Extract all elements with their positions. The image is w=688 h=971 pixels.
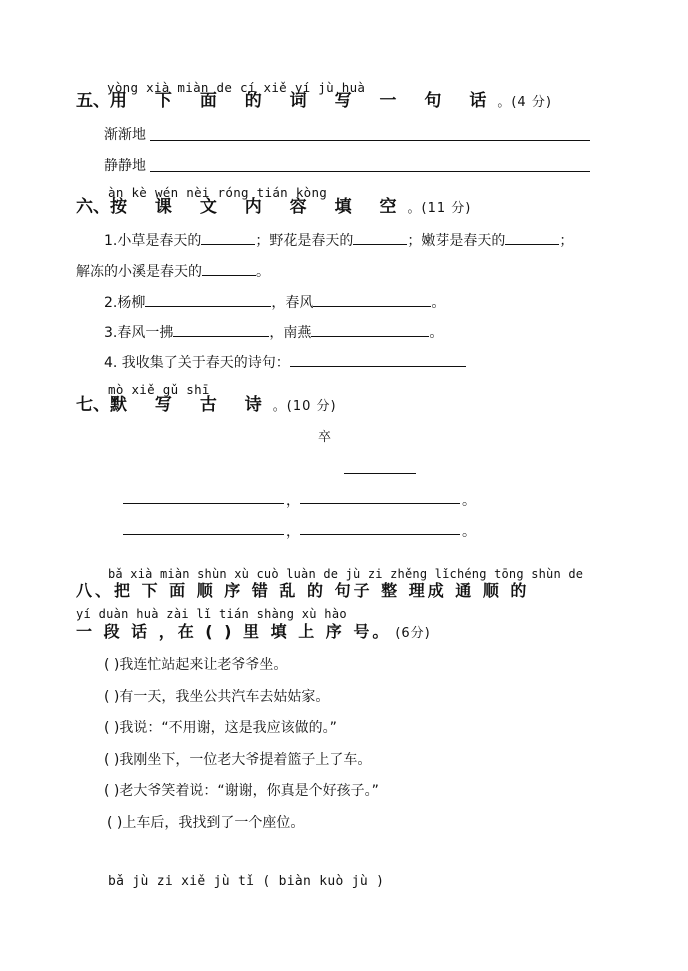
section6-number: 六、	[76, 197, 110, 217]
section6-title: 按 课 文 内 容 填 空	[110, 197, 408, 217]
section6-heading	[76, 192, 471, 217]
poem-line-2a[interactable]	[123, 534, 284, 535]
q3-text-a: 3.春风一拂	[104, 325, 174, 341]
q2-blank-2[interactable]	[313, 292, 431, 307]
word-label-2: 静静地	[104, 158, 146, 174]
q3-blank-2[interactable]	[311, 322, 429, 337]
answer-line-2[interactable]	[150, 171, 590, 172]
word-label-1: 渐渐地	[104, 127, 146, 143]
q1-blank-1[interactable]	[201, 230, 255, 245]
q3-text-b: ，南燕	[269, 325, 312, 341]
q1-blank-2[interactable]	[353, 230, 407, 245]
q1-text-e: 解冻的小溪是春天的	[76, 264, 202, 280]
order-item-3[interactable]: ( )我说：“不用谢，这是我应该做的。”	[104, 720, 337, 736]
poem-period-1: 。	[462, 493, 476, 509]
section7-heading	[76, 390, 337, 415]
q2-blank-1[interactable]	[145, 292, 271, 307]
section6-score: 。(11 分)	[407, 201, 472, 216]
q3-text-c: 。	[429, 325, 444, 341]
q2-text-c: 。	[431, 295, 446, 311]
section9-pinyin: bǎ jù zi xiě jù tǐ ( biàn kuò jù )	[108, 874, 385, 889]
section5-title: 用 下 面 的 词 写 一 句 话	[110, 91, 498, 111]
section8-score: (6分)	[395, 626, 431, 641]
poem-line-1b[interactable]	[300, 503, 460, 504]
question-6-2	[104, 292, 445, 312]
section8-title-2: 一 段 话 ，在 ( ) 里 填 上 序 号。	[76, 622, 392, 641]
section7-score: 。(10 分)	[272, 399, 337, 414]
poem-line-1a[interactable]	[123, 503, 284, 504]
order-item-6[interactable]: ( )上车后，我找到了一个座位。	[107, 815, 305, 831]
q1-blank-3[interactable]	[505, 230, 559, 245]
section8-pinyin-1: bǎ xià miàn shùn xù cuò luàn de jù zi zhěng lǐchéng tōng shùn de	[108, 567, 584, 581]
section7-title: 默 写 古 诗	[110, 395, 273, 415]
section5-number: 五、	[76, 91, 110, 111]
section6-pinyin: àn kè wén nèi róng tián kòng	[108, 185, 328, 200]
order-item-4[interactable]: ( )我刚坐下，一位老大爷提着篮子上了车。	[104, 752, 372, 768]
q1-blank-4[interactable]	[202, 261, 256, 276]
order-item-1[interactable]: ( )我连忙站起来让老爷爷坐。	[104, 657, 288, 673]
section5-pinyin: yòng xià miàn de cí xiě yí jù huà	[107, 80, 366, 95]
poem-comma-1: ，	[286, 493, 300, 509]
q1-text-b: ；野花是春天的	[255, 233, 354, 249]
q1-text-a: 1.小草是春天的	[104, 233, 202, 249]
section7-pinyin: mò xiě gǔ shī	[108, 382, 210, 397]
section8-heading-line-1: 八、把 下 面 顺 序 错 乱 的 句子 整 理成 通 顺 的	[76, 581, 530, 600]
question-6-3	[104, 322, 443, 342]
poem-author-line[interactable]	[344, 473, 416, 474]
answer-line-1[interactable]	[150, 140, 590, 141]
section8-pinyin-2: yí duàn huà zài lǐ tián shàng xù hào	[76, 607, 347, 621]
q4-blank-1[interactable]	[290, 352, 466, 367]
poem-title: 卒	[318, 430, 332, 445]
order-item-5[interactable]: ( )老大爷笑着说：“谢谢，你真是个好孩子。”	[104, 783, 379, 799]
section8-heading-line-2	[76, 619, 431, 642]
section5-heading	[76, 86, 552, 111]
q2-text-b: ，春风	[271, 295, 314, 311]
q4-text-a: 4. 我收集了关于春天的诗句：	[104, 355, 290, 371]
poem-period-2: 。	[462, 524, 476, 540]
poem-line-2b[interactable]	[300, 534, 460, 535]
order-item-2[interactable]: ( )有一天，我坐公共汽车去姑姑家。	[104, 689, 330, 705]
question-6-1-line-a	[104, 230, 573, 250]
section5-score: 。(4 分)	[497, 95, 552, 110]
poem-comma-2: ，	[286, 524, 300, 540]
q3-blank-1[interactable]	[173, 322, 269, 337]
q2-text-a: 2.杨柳	[104, 295, 146, 311]
q1-text-c: ；嫩芽是春天的	[407, 233, 506, 249]
q1-text-d: ；	[559, 233, 574, 249]
q1-text-f: 。	[256, 264, 270, 280]
question-6-4	[104, 352, 466, 372]
section7-number: 七、	[76, 395, 110, 415]
question-6-1-line-b	[76, 261, 270, 281]
